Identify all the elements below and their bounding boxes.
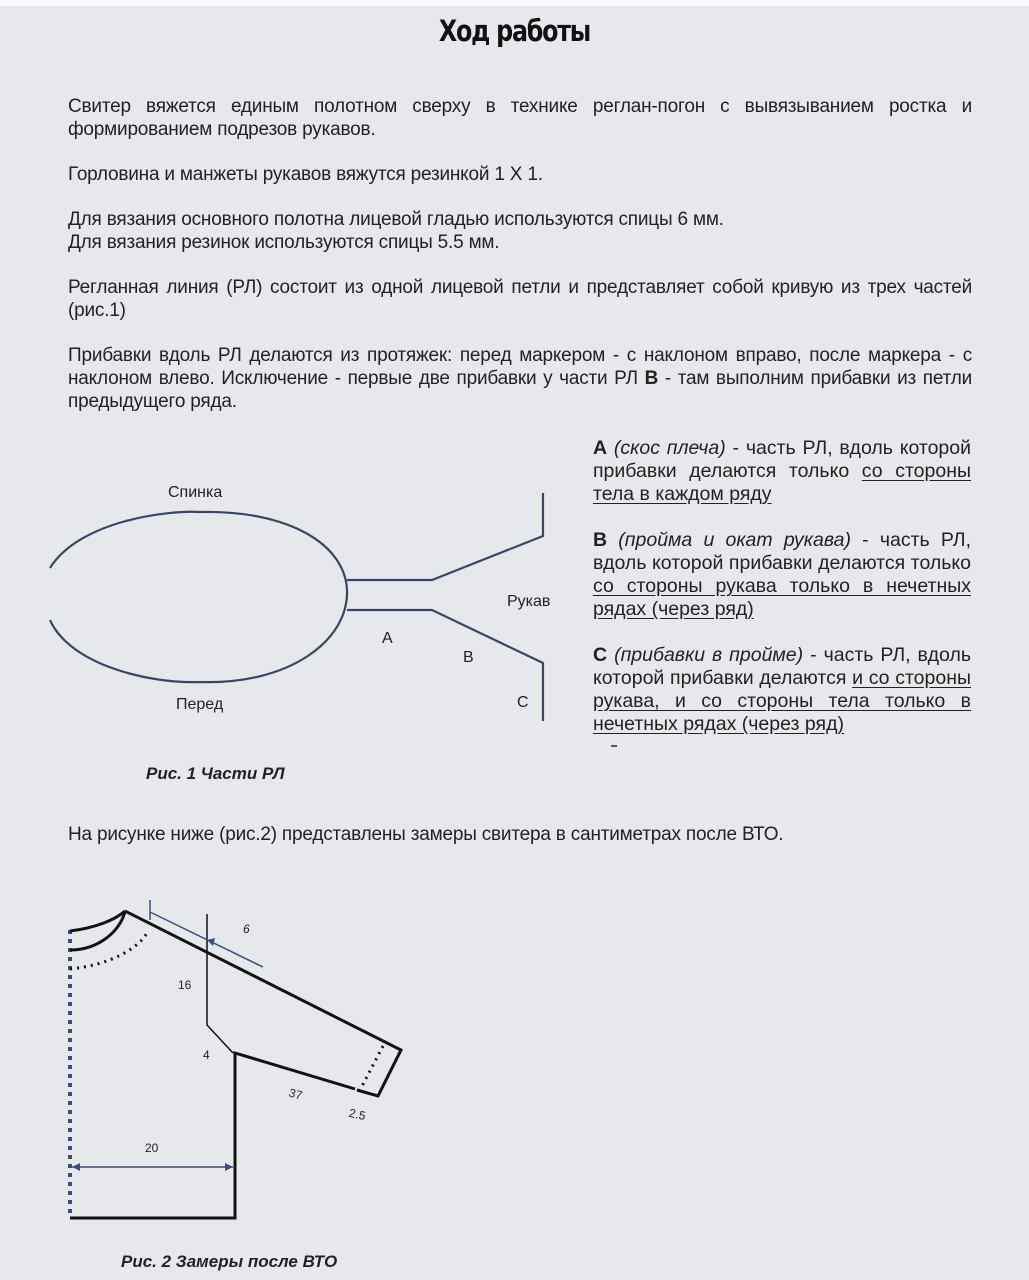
label-back: Спинка xyxy=(168,484,223,501)
legend-c-italic: (прибавки в пройме) xyxy=(614,644,804,666)
legend-b-underlined: со стороны рукава только в нечетных рядах (через ряд) xyxy=(593,575,971,620)
measure-shoulder: 6 xyxy=(243,922,250,936)
label-front: Перед xyxy=(176,696,224,713)
figure1-caption: Рис. 1 Части РЛ xyxy=(146,764,285,783)
needles-main-paragraph: Для вязания основного полотна лицевой гладью используются спицы 6 мм. xyxy=(68,209,724,230)
increases-bold-b: В xyxy=(644,368,659,389)
raglan-line-paragraph: Регланная линия (РЛ) состоит из одной лицевой петли и представляет собой кривую из трех частей (рис.1) xyxy=(68,277,972,321)
measure-half-width: 20 xyxy=(145,1141,159,1155)
label-part-c: С xyxy=(517,694,529,711)
measurements-intro-paragraph: На рисунке ниже (рис.2) представлены замеры свитера в сантиметрах после ВТО. xyxy=(68,824,784,845)
legend-a-underlined: со стороны тела в каждом ряду xyxy=(593,460,971,505)
measure-sleeve-length: 37 xyxy=(287,1085,304,1103)
legend-b-text: - часть РЛ, вдоль которой прибавки делаются только xyxy=(593,529,971,574)
legend-a-tag: А xyxy=(593,437,608,459)
raglan-depth-line xyxy=(207,914,233,1053)
legend-b-tag: В xyxy=(593,529,608,551)
label-sleeve: Рукав xyxy=(507,593,551,610)
body-outline xyxy=(70,1053,355,1218)
figure2-caption: Рис. 2 Замеры после ВТО xyxy=(121,1252,338,1271)
page-title: Ход работы xyxy=(438,14,591,48)
legend-b-italic: (пройма и окат рукава) xyxy=(618,529,851,551)
intro-paragraph: Свитер вяжется единым полотном сверху в технике реглан-погон с вывязыванием ростка и формированием подрезов рукавов. xyxy=(68,96,972,140)
measure-cuff: 2.5 xyxy=(347,1105,367,1124)
legend-c-text: - часть РЛ, вдоль которой прибавки делаются xyxy=(593,644,972,689)
legend-c-tag: С xyxy=(593,644,608,666)
cuff-rib-dotted xyxy=(360,1046,383,1090)
label-part-b: В xyxy=(463,649,474,666)
ribbing-paragraph: Горловина и манжеты рукавов вяжутся резинкой 1 Х 1. xyxy=(68,164,543,185)
needles-ribbing-paragraph: Для вязания резинок используются спицы 5.5 мм. xyxy=(68,232,500,253)
measure-raglan-depth: 16 xyxy=(178,978,192,992)
label-part-a: А xyxy=(382,630,393,647)
legend-a-text: - часть РЛ, вдоль которой прибавки делаются только xyxy=(593,437,972,482)
sleeve-outline xyxy=(125,911,401,1096)
increases-text-pre: Прибавки вдоль РЛ делаются из протяжек: перед маркером - с наклоном вправо, после маркера - с наклоном влево. Исключение - первые две прибавки у части РЛ xyxy=(68,345,972,389)
increases-text-post: - там выполним прибавки из петли предыдущего ряда. xyxy=(68,368,972,412)
measure-underarm: 4 xyxy=(203,1048,210,1062)
legend-a-italic: (скос плеча) xyxy=(613,437,726,459)
legend-c-underlined: и со стороны рукава, и со стороны тела только в нечетных рядах (через ряд) xyxy=(593,667,971,735)
